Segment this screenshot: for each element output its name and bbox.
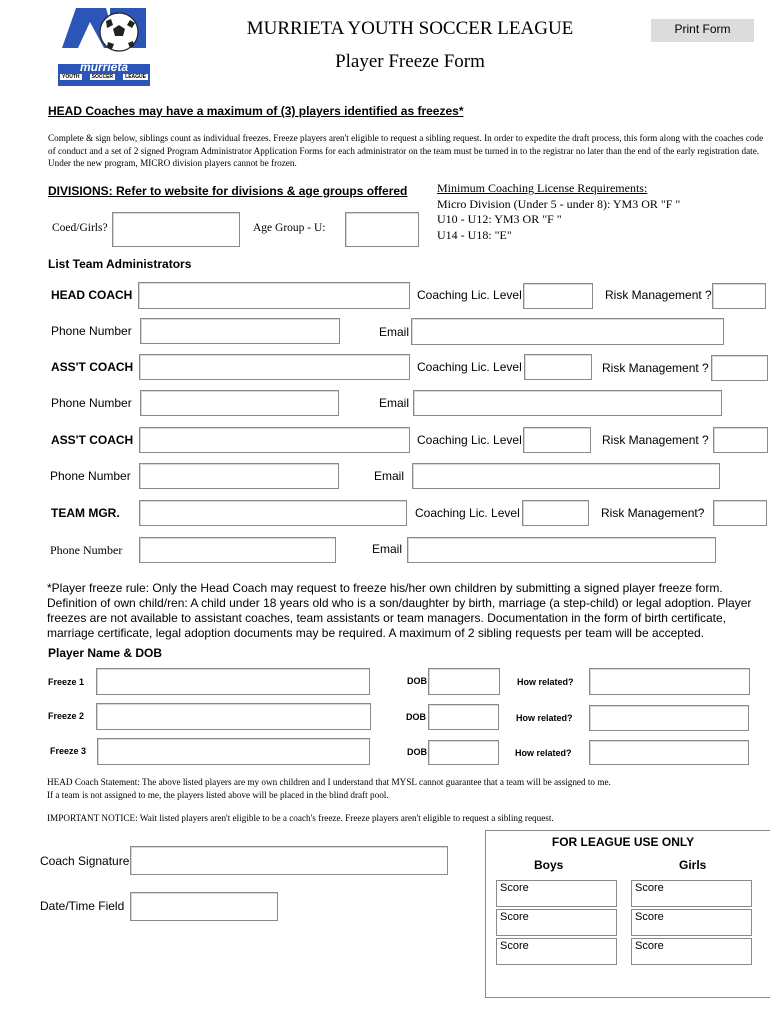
role-asst-coach-1: ASS'T COACH	[51, 360, 134, 374]
freeze-3-dob-input[interactable]	[428, 740, 499, 765]
freeze-1-related-input[interactable]	[589, 668, 750, 695]
league-logo	[58, 8, 150, 86]
important-notice: IMPORTANT NOTICE: Wait listed players aren't eligible to be a coach's freeze. Freeze players aren't eligible to request a sibling request.	[47, 813, 554, 823]
girls-score-1[interactable]: Score	[631, 880, 752, 907]
coaching-lic-label: Coaching Lic. Level	[417, 288, 522, 302]
age-group-input[interactable]	[345, 212, 419, 247]
head-coach-license-input[interactable]	[523, 283, 593, 309]
freeze-3-name-input[interactable]	[97, 738, 370, 765]
head-coach-name-input[interactable]	[138, 282, 410, 309]
print-form-button[interactable]: Print Form	[651, 19, 754, 42]
logo-sub-youth: YOUTH	[62, 74, 80, 80]
coach-signature-input[interactable]	[130, 846, 448, 875]
team-mgr-risk-input[interactable]	[713, 500, 767, 526]
age-group-label: Age Group - U:	[253, 222, 326, 234]
freeze-2-label: Freeze 2	[48, 711, 85, 721]
coed-girls-label: Coed/Girls?	[52, 222, 108, 234]
role-asst-coach-2: ASS'T COACH	[51, 433, 134, 447]
coaching-lic-label: Coaching Lic. Level	[417, 433, 522, 447]
coed-girls-input[interactable]	[112, 212, 240, 247]
how-related-label: How related?	[517, 677, 574, 687]
role-team-mgr: TEAM MGR.	[51, 506, 120, 520]
asst-coach-1-license-input[interactable]	[524, 354, 592, 380]
freeze-3-related-input[interactable]	[589, 740, 749, 765]
girls-score-2[interactable]: Score	[631, 909, 752, 936]
freeze-1-dob-input[interactable]	[428, 668, 500, 695]
head-coach-email-input[interactable]	[411, 318, 724, 345]
boys-header: Boys	[534, 858, 564, 872]
form-title: Player Freeze Form	[335, 51, 485, 72]
how-related-label: How related?	[516, 713, 573, 723]
team-mgr-phone-input[interactable]	[139, 537, 336, 563]
team-mgr-license-input[interactable]	[522, 500, 589, 526]
risk-management-label: Risk Management?	[601, 506, 705, 520]
boys-score-2[interactable]: Score	[496, 909, 617, 936]
license-line-micro: Micro Division (Under 5 - under 8): YM3 OR "F "	[437, 197, 681, 211]
freeze-2-name-input[interactable]	[96, 703, 371, 730]
admins-heading: List Team Administrators	[48, 257, 192, 271]
freeze-3-label: Freeze 3	[50, 746, 87, 756]
email-label: Email	[379, 325, 410, 339]
head-coach-risk-input[interactable]	[712, 283, 766, 309]
asst-coach-1-email-input[interactable]	[413, 390, 722, 416]
coach-signature-label: Coach Signature	[40, 854, 130, 868]
statement-line-1: HEAD Coach Statement: The above listed players are my own children and I understand that MYSL cannot guarantee that a team will be assigned to me.	[47, 777, 611, 787]
freeze-rule-text: *Player freeze rule: Only the Head Coach may request to freeze his/her own children by submitting a signed player freeze form. Definition of own child/ren: A child under 18 years old who is a son/daughter by birth, marriage (a step-child) or legal adoption. Player freezes are not available to assistant coaches, team assistants or team managers. Documentation in the form of birth certificate, marriage certificate, legal adoption documents may be required. A maximum of 2 sibling requests per team will be accepted.	[47, 581, 752, 640]
asst-coach-2-name-input[interactable]	[139, 427, 410, 453]
logo-text: murrieta	[79, 60, 129, 74]
girls-score-3[interactable]: Score	[631, 938, 752, 965]
license-heading: Minimum Coaching License Requirements:	[437, 181, 648, 195]
girls-header: Girls	[679, 858, 707, 872]
asst-coach-2-email-input[interactable]	[412, 463, 720, 489]
risk-management-label: Risk Management ?	[605, 288, 712, 302]
phone-label: Phone Number	[51, 396, 132, 410]
asst-coach-2-license-input[interactable]	[523, 427, 591, 453]
team-mgr-name-input[interactable]	[139, 500, 407, 526]
league-use-heading: FOR LEAGUE USE ONLY	[551, 835, 695, 849]
org-title: MURRIETA YOUTH SOCCER LEAGUE	[246, 18, 574, 39]
phone-label: Phone Number	[51, 324, 132, 338]
asst-coach-1-name-input[interactable]	[139, 354, 410, 380]
team-mgr-email-input[interactable]	[407, 537, 716, 563]
boys-score-3[interactable]: Score	[496, 938, 617, 965]
role-head-coach: HEAD COACH	[51, 288, 133, 302]
license-line-u14: U14 - U18: "E"	[437, 228, 512, 242]
risk-management-label: Risk Management ?	[602, 433, 709, 447]
phone-label: Phone Number	[50, 543, 123, 557]
email-label: Email	[374, 469, 405, 483]
how-related-label: How related?	[515, 748, 572, 758]
phone-label: Phone Number	[50, 469, 131, 483]
freeze-1-name-input[interactable]	[96, 668, 370, 695]
dob-label: DOB	[407, 747, 427, 757]
coaching-lic-label: Coaching Lic. Level	[415, 506, 520, 520]
email-label: Email	[379, 396, 410, 410]
intro-paragraph: Complete & sign below, siblings count as individual freezes. Freeze players aren't eligible to request a sibling request. In order to expedite the draft process, this form along with the coaches code of conduct and a set of 2 signed Program Administrator Application Forms for each administrator on the team must be turned in to the registrar no later than the end of the early registration date. Under the new program, MICRO division players cannot be frozen.	[48, 133, 764, 168]
freeze-1-label: Freeze 1	[48, 677, 85, 687]
date-time-input[interactable]	[130, 892, 278, 921]
players-heading: Player Name & DOB	[48, 646, 163, 660]
logo-sub-soccer: SOCCER	[91, 74, 114, 80]
date-time-label: Date/Time Field	[40, 899, 125, 913]
freeze-2-dob-input[interactable]	[428, 704, 499, 730]
asst-coach-2-risk-input[interactable]	[713, 427, 768, 453]
freeze-limit-heading: HEAD Coaches may have a maximum of (3) players identified as freezes*	[48, 104, 464, 118]
asst-coach-2-phone-input[interactable]	[139, 463, 339, 489]
logo-sub-league: LEAGUE	[125, 74, 146, 80]
boys-score-1[interactable]: Score	[496, 880, 617, 907]
coaching-lic-label: Coaching Lic. Level	[417, 360, 522, 374]
risk-management-label: Risk Management ?	[602, 361, 709, 375]
divisions-heading: DIVISIONS: Refer to website for divisions & age groups offered	[48, 184, 408, 198]
freeze-2-related-input[interactable]	[589, 705, 749, 731]
asst-coach-1-phone-input[interactable]	[140, 390, 339, 416]
asst-coach-1-risk-input[interactable]	[711, 355, 768, 381]
head-coach-phone-input[interactable]	[140, 318, 340, 344]
email-label: Email	[372, 542, 403, 556]
license-line-u10: U10 - U12: YM3 OR "F "	[437, 212, 562, 226]
dob-label: DOB	[407, 676, 427, 686]
dob-label: DOB	[406, 712, 426, 722]
statement-line-2: If a team is not assigned to me, the players listed above will be placed in the blind draft pool.	[47, 790, 389, 800]
